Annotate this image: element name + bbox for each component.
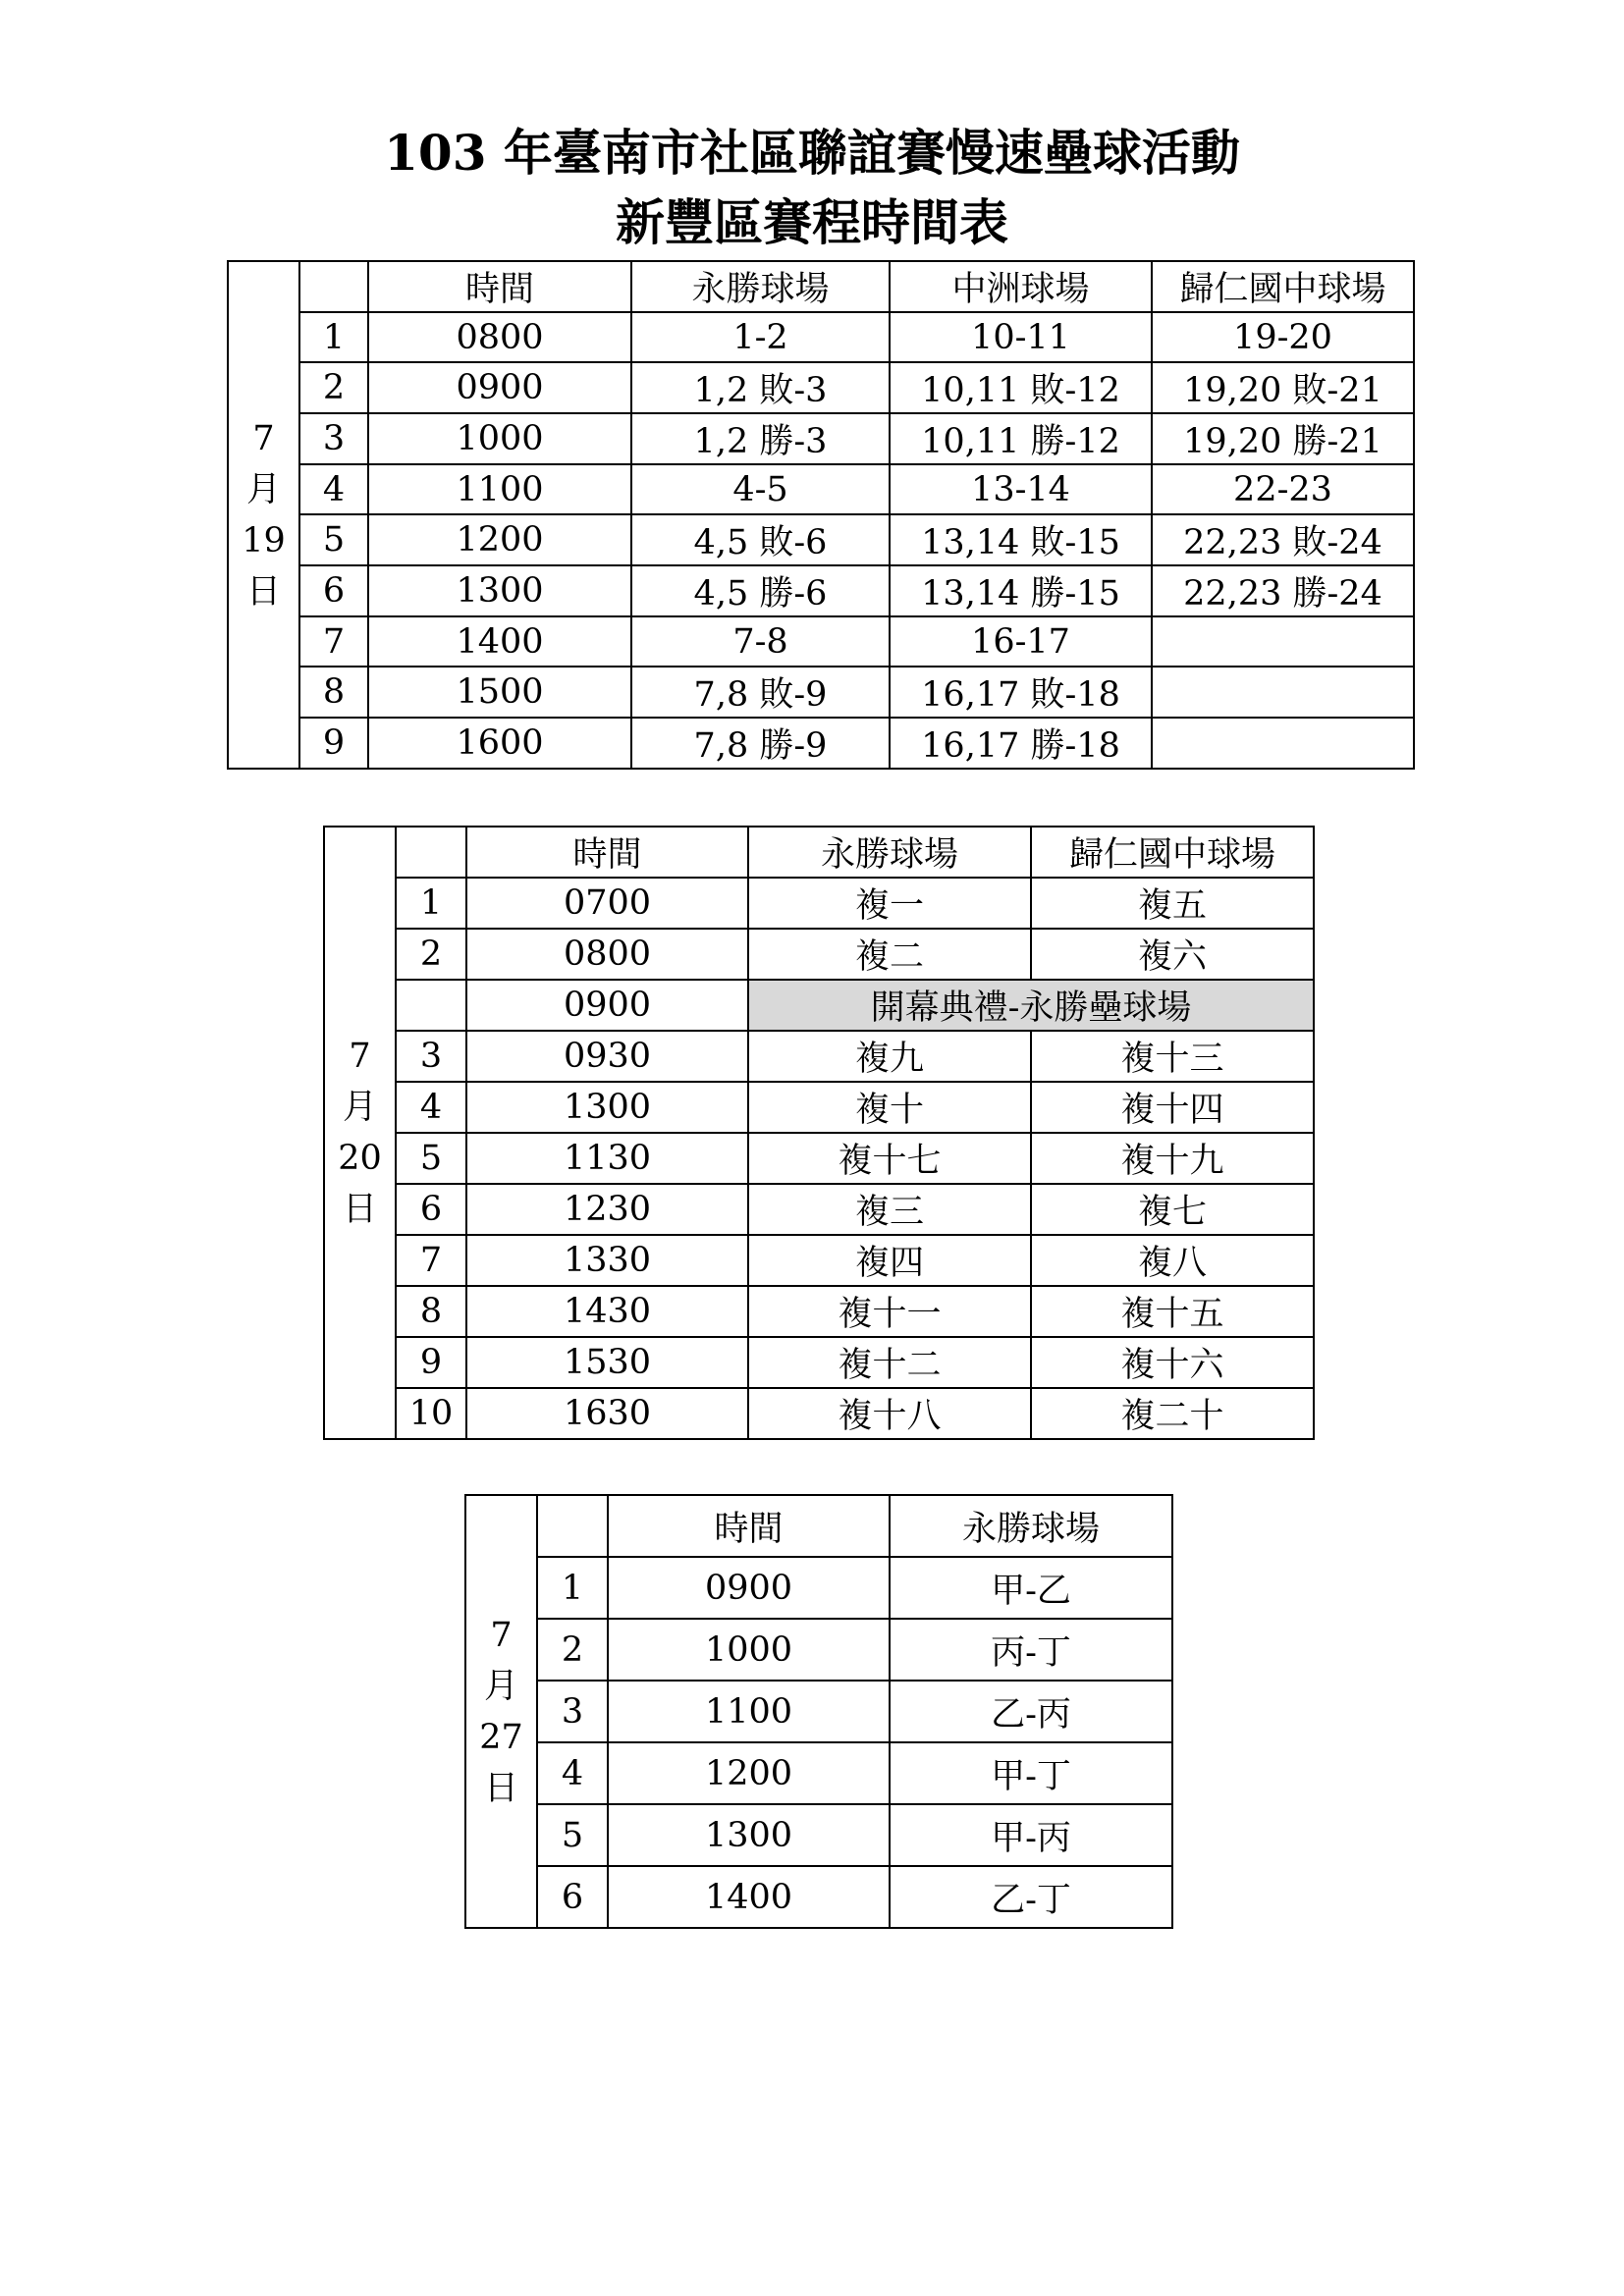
table-row (324, 878, 1314, 929)
game-venue-3: 19,20 敗-21 (1152, 362, 1414, 413)
game-venue-2: 複十九 (1031, 1133, 1314, 1184)
table-row-ceremony (324, 980, 1314, 1031)
game-no: 1 (299, 312, 368, 362)
game-no: 1 (396, 878, 466, 929)
game-venue-3: 19,20 勝-21 (1152, 413, 1414, 464)
table-row (465, 1619, 1172, 1681)
table-row (228, 514, 1414, 565)
table-row (465, 1866, 1172, 1928)
table-header-row (324, 827, 1314, 878)
game-venue-1: 複十七 (748, 1133, 1031, 1184)
game-time: 1400 (368, 616, 631, 667)
game-venue-2: 10,11 敗-12 (890, 362, 1152, 413)
game-no: 8 (299, 667, 368, 718)
game-time: 0800 (466, 929, 748, 980)
game-venue-2: 16-17 (890, 616, 1152, 667)
game-venue-2: 13-14 (890, 464, 1152, 514)
game-venue-1: 複二 (748, 929, 1031, 980)
game-venue-2: 複十四 (1031, 1082, 1314, 1133)
game-venue-1: 複十一 (748, 1286, 1031, 1337)
game-no: 10 (396, 1388, 466, 1439)
game-time: 1500 (368, 667, 631, 718)
table-row (324, 1184, 1314, 1235)
game-venue-3: 19-20 (1152, 312, 1414, 362)
schedule-table-jul20 (323, 826, 1315, 1440)
game-venue-2: 複二十 (1031, 1388, 1314, 1439)
game-time: 1230 (466, 1184, 748, 1235)
game-time: 1300 (608, 1804, 890, 1866)
game-venue-3 (1152, 718, 1414, 769)
game-venue-2: 複七 (1031, 1184, 1314, 1235)
table-row (228, 312, 1414, 362)
game-venue-1: 甲-丙 (890, 1804, 1172, 1866)
game-no: 4 (299, 464, 368, 514)
header-time: 時間 (466, 827, 748, 878)
table-row (324, 1235, 1314, 1286)
game-time: 1630 (466, 1388, 748, 1439)
game-time: 1130 (466, 1133, 748, 1184)
page-title: 103 年臺南市社區聯誼賽慢速壘球活動 (384, 124, 1240, 182)
game-no: 7 (396, 1235, 466, 1286)
game-venue-1: 複十二 (748, 1337, 1031, 1388)
game-no: 2 (396, 929, 466, 980)
header-no (299, 261, 368, 312)
game-venue-1: 複一 (748, 878, 1031, 929)
table-row (465, 1681, 1172, 1742)
game-venue-2: 複六 (1031, 929, 1314, 980)
game-venue-2: 複八 (1031, 1235, 1314, 1286)
game-venue-2: 10,11 勝-12 (890, 413, 1152, 464)
table-row (228, 718, 1414, 769)
game-no: 6 (299, 565, 368, 616)
game-venue-1: 1,2 勝-3 (631, 413, 890, 464)
game-time: 0900 (466, 980, 748, 1031)
game-venue-1: 丙-丁 (890, 1619, 1172, 1681)
game-venue-1: 甲-乙 (890, 1557, 1172, 1619)
table-row (228, 362, 1414, 413)
table-row (324, 1286, 1314, 1337)
header-venue-3: 歸仁國中球場 (1152, 261, 1414, 312)
game-venue-2: 13,14 敗-15 (890, 514, 1152, 565)
game-venue-1: 乙-丁 (890, 1866, 1172, 1928)
table-header-row (228, 261, 1414, 312)
schedule-table-jul19 (227, 260, 1415, 770)
game-venue-3: 22,23 勝-24 (1152, 565, 1414, 616)
game-time: 1200 (368, 514, 631, 565)
game-time: 1430 (466, 1286, 748, 1337)
game-venue-1: 7-8 (631, 616, 890, 667)
header-venue-2: 中洲球場 (890, 261, 1152, 312)
game-no: 6 (537, 1866, 608, 1928)
game-venue-2: 16,17 勝-18 (890, 718, 1152, 769)
game-venue-1: 甲-丁 (890, 1742, 1172, 1804)
game-no: 5 (299, 514, 368, 565)
game-venue-2: 複十六 (1031, 1337, 1314, 1388)
game-no: 9 (299, 718, 368, 769)
date-cell: 7 月 20 日 (324, 827, 396, 1439)
header-venue-2: 歸仁國中球場 (1031, 827, 1314, 878)
game-venue-1: 1,2 敗-3 (631, 362, 890, 413)
game-venue-2: 複十三 (1031, 1031, 1314, 1082)
table-row (324, 1082, 1314, 1133)
game-no: 6 (396, 1184, 466, 1235)
table-row (228, 667, 1414, 718)
game-time: 1100 (608, 1681, 890, 1742)
game-venue-2: 複十五 (1031, 1286, 1314, 1337)
game-time: 1100 (368, 464, 631, 514)
header-venue-1: 永勝球場 (748, 827, 1031, 878)
game-no: 9 (396, 1337, 466, 1388)
game-venue-1: 4,5 敗-6 (631, 514, 890, 565)
game-venue-1: 複四 (748, 1235, 1031, 1286)
game-no: 5 (537, 1804, 608, 1866)
table-row (228, 616, 1414, 667)
table-row (228, 413, 1414, 464)
game-time: 1300 (368, 565, 631, 616)
game-venue-1: 複十八 (748, 1388, 1031, 1439)
game-venue-2: 複五 (1031, 878, 1314, 929)
header-venue-1: 永勝球場 (890, 1495, 1172, 1557)
game-no: 3 (537, 1681, 608, 1742)
game-time: 1400 (608, 1866, 890, 1928)
header-no (537, 1495, 608, 1557)
game-no: 1 (537, 1557, 608, 1619)
game-time: 0930 (466, 1031, 748, 1082)
game-time: 1300 (466, 1082, 748, 1133)
game-venue-3 (1152, 616, 1414, 667)
game-venue-1: 複九 (748, 1031, 1031, 1082)
game-time: 1000 (608, 1619, 890, 1681)
opening-ceremony-cell: 開幕典禮-永勝壘球場 (748, 980, 1314, 1031)
game-no: 2 (299, 362, 368, 413)
game-no: 3 (396, 1031, 466, 1082)
table-row (228, 464, 1414, 514)
game-time: 0800 (368, 312, 631, 362)
table-row (324, 1337, 1314, 1388)
game-time: 1330 (466, 1235, 748, 1286)
game-venue-2: 10-11 (890, 312, 1152, 362)
game-venue-1: 複十 (748, 1082, 1031, 1133)
game-no: 2 (537, 1619, 608, 1681)
table-row (228, 565, 1414, 616)
table-row (324, 1133, 1314, 1184)
game-time: 1000 (368, 413, 631, 464)
game-venue-1: 4-5 (631, 464, 890, 514)
game-no (396, 980, 466, 1031)
header-no (396, 827, 466, 878)
game-time: 0700 (466, 878, 748, 929)
game-time: 0900 (368, 362, 631, 413)
game-time: 1530 (466, 1337, 748, 1388)
game-no: 7 (299, 616, 368, 667)
game-time: 1600 (368, 718, 631, 769)
game-venue-1: 乙-丙 (890, 1681, 1172, 1742)
header-time: 時間 (368, 261, 631, 312)
table-row (324, 1031, 1314, 1082)
game-time: 0900 (608, 1557, 890, 1619)
game-no: 8 (396, 1286, 466, 1337)
header-venue-1: 永勝球場 (631, 261, 890, 312)
page-subtitle: 新豐區賽程時間表 (616, 193, 1008, 251)
game-no: 4 (396, 1082, 466, 1133)
table-row (324, 929, 1314, 980)
schedule-table-jul27 (464, 1494, 1173, 1929)
game-venue-2: 16,17 敗-18 (890, 667, 1152, 718)
game-venue-1: 7,8 敗-9 (631, 667, 890, 718)
game-time: 1200 (608, 1742, 890, 1804)
game-no: 5 (396, 1133, 466, 1184)
table-header-row (465, 1495, 1172, 1557)
table-row (465, 1804, 1172, 1866)
game-venue-1: 複三 (748, 1184, 1031, 1235)
table-row (465, 1557, 1172, 1619)
game-venue-3: 22,23 敗-24 (1152, 514, 1414, 565)
date-cell: 7 月 27 日 (465, 1495, 537, 1928)
table-row (465, 1742, 1172, 1804)
game-venue-1: 1-2 (631, 312, 890, 362)
game-no: 3 (299, 413, 368, 464)
game-venue-2: 13,14 勝-15 (890, 565, 1152, 616)
game-venue-1: 4,5 勝-6 (631, 565, 890, 616)
game-no: 4 (537, 1742, 608, 1804)
game-venue-3: 22-23 (1152, 464, 1414, 514)
game-venue-3 (1152, 667, 1414, 718)
date-cell: 7 月 19 日 (228, 261, 299, 769)
table-row (324, 1388, 1314, 1439)
header-time: 時間 (608, 1495, 890, 1557)
game-venue-1: 7,8 勝-9 (631, 718, 890, 769)
